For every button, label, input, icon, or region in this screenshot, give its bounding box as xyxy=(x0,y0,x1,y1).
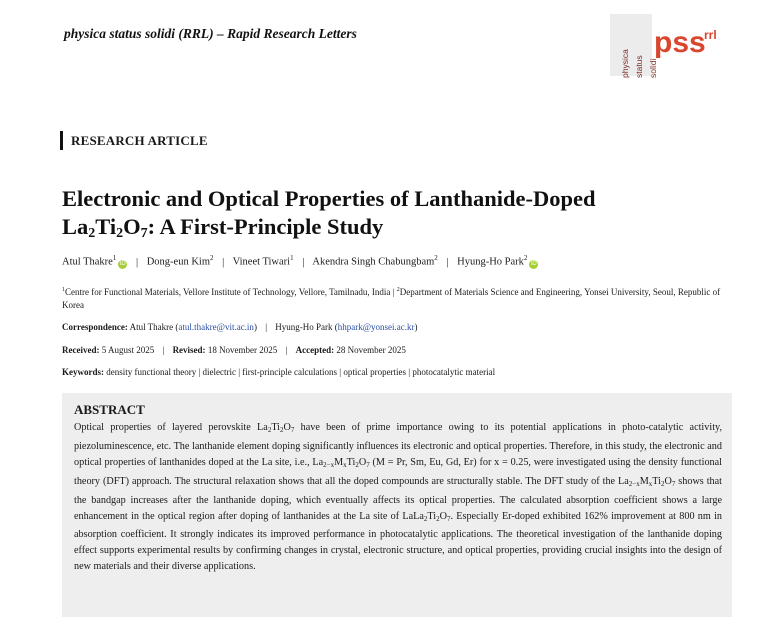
affiliations: $^1$Centre for Functional Materials, Vellore Institute of Technology, Vellore, Tamilnadu, India | $^2$Department of Materials Science and Engineering, Yonsei University, Seoul, Republic of Korea xyxy=(62,287,721,310)
separator: | xyxy=(446,256,449,268)
separator: | xyxy=(162,345,165,355)
author-name[interactable]: Dong-eun Kim xyxy=(146,256,210,268)
author-name[interactable]: Vineet Tiwari xyxy=(232,256,291,268)
orcid-icon[interactable]: iD xyxy=(531,260,537,267)
title-line-1: Electronic and Optical Properties of Lanthanide-Doped xyxy=(62,186,596,211)
affiliation-1: Centre for Functional Materials, Vellore Institute of Technology, Vellore, Tamilnadu, India xyxy=(65,287,391,297)
correspondence-label: Correspondence: xyxy=(62,322,128,332)
article-type-label: RESEARCH ARTICLE xyxy=(60,131,208,150)
logo-pss: pss xyxy=(654,26,706,59)
logo-rrl: rrl xyxy=(704,28,717,42)
separator: | xyxy=(265,322,267,332)
title-sub: 7 xyxy=(140,226,148,241)
title-ti: Ti xyxy=(95,214,117,239)
logo-background xyxy=(610,14,652,76)
author-list xyxy=(62,254,538,269)
orcid-icon[interactable]: iD xyxy=(120,260,126,267)
separator: | xyxy=(135,256,139,268)
abstract-box xyxy=(62,393,732,617)
title-sub: 2 xyxy=(116,226,124,241)
received-date: 5 August 2025 xyxy=(101,345,155,355)
abstract-heading: ABSTRACT xyxy=(74,402,145,417)
email-link[interactable]: atul.thakre@vit.ac.in xyxy=(178,322,254,332)
article-dates xyxy=(62,345,406,355)
separator: | xyxy=(285,345,288,355)
affiliation-mark: 1 xyxy=(112,254,117,262)
separator: | xyxy=(222,256,225,268)
article-title xyxy=(62,185,742,248)
logo-word-physica: physica xyxy=(620,49,630,78)
correspondence: Correspondence: Atul Thakre (atul.thakre@vit.ac.in) | Hyung-Ho Park (hhpark@yonsei.ac.kr) xyxy=(62,322,418,332)
affiliation-mark: 2 xyxy=(210,254,214,262)
pss-logo xyxy=(610,14,730,76)
affiliation-mark: 1 xyxy=(290,254,294,262)
affiliation-mark: 2 xyxy=(396,287,400,293)
keywords-list: density functional theory | dielectric | first-principle calculations | optical properties | photocatalytic material xyxy=(106,367,496,377)
email-link[interactable]: hhpark@yonsei.ac.kr xyxy=(337,322,415,332)
keywords xyxy=(62,367,495,377)
author-name[interactable]: Akendra Singh Chabungbam xyxy=(312,256,435,268)
revised-label: Revised: xyxy=(172,345,206,355)
accepted-date: 28 November 2025 xyxy=(336,345,406,355)
title-la: La xyxy=(62,214,89,239)
correspondent-name: Hyung-Ho Park xyxy=(275,322,333,332)
correspondent-name: Atul Thakre xyxy=(129,322,174,332)
title-line-2-rest: : A First-Principle Study xyxy=(147,214,384,239)
affiliation-mark: 2 xyxy=(523,254,528,262)
title-sub: 2 xyxy=(88,226,96,241)
logo-word-status: status xyxy=(634,55,644,78)
affiliation-mark: 1 xyxy=(62,287,65,293)
accepted-label: Accepted: xyxy=(295,345,335,355)
author-name[interactable]: Hyung-Ho Park xyxy=(457,256,524,268)
keywords-label: Keywords: xyxy=(62,367,104,377)
affiliation-mark: 2 xyxy=(434,254,438,262)
separator: | xyxy=(302,256,305,268)
received-label: Received: xyxy=(62,345,100,355)
revised-date: 18 November 2025 xyxy=(207,345,278,355)
abstract-text: Optical properties of layered perovskite $La_2Ti_2O_7$ have been of prime importance owing to its potential applications in photo-catalytic activity, piezoluminescence, etc. The lanthanide element doping significantly influences its electronic and optical properties. Therefore, in this study, the electronic and optical properties of lanthanides doped at the La site, i.e., $La_{2-x}M_xTi_2O_7$ (M = Pr, Sm, Eu, Gd, Er) for x = 0.25, were investigated using the density functional theory (DFT) approach. The structural relaxation shows that all the doped compounds are structurally stable. The DFT study of the $La_{2-x}M_xTi_2O_7$ shows that the bandgap increases after the lanthanide doping, which eventually affects its optical properties. The calculated absorption coefficient shows a large enhancement in the optical region after doping of lanthanides at the La site of $LaLa_2Ti_2O_7$. Especially Er-doped exhibited 162% improvement at 800 nm in absorption coefficient. It strongly indicates its improved performance in photocatalytic applications. The theoretical investigation of the lanthanide doping effect supports experimental results by confirming changes in crystal, electronic structure, and optical properties, providing crucial insights into the design of new materials and their diverse applications. xyxy=(74,422,723,573)
author-name[interactable]: Atul Thakre xyxy=(62,256,113,268)
affiliation-2: Department of Materials Science and Engineering, Yonsei University, Seoul, Republic of Korea xyxy=(62,287,721,310)
title-o: O xyxy=(123,214,141,239)
logo-word-solidi: solidi xyxy=(648,58,658,78)
journal-name: physica status solidi (RRL) – Rapid Research Letters xyxy=(64,26,357,41)
